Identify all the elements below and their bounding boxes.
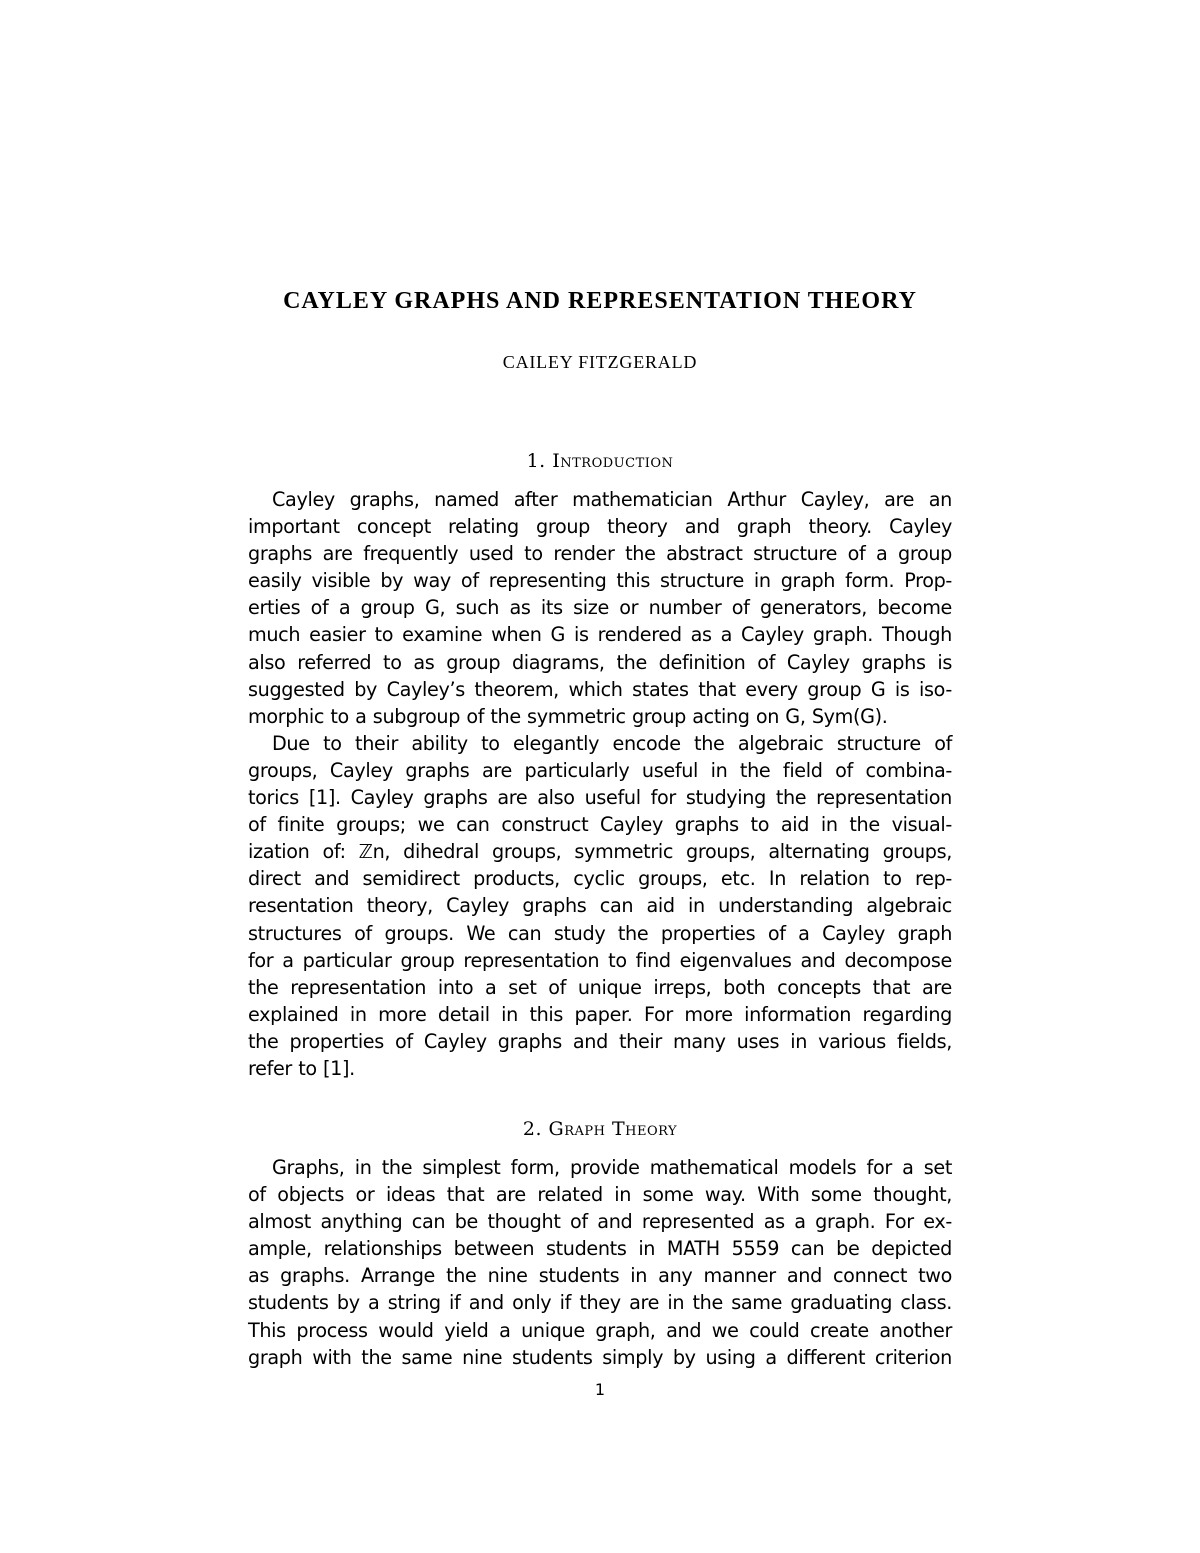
section-body-graph-theory [248,1154,952,1371]
paragraph-line: explained in more detail in this paper. For more information regarding [248,1002,952,1026]
paragraph-line: students by a string if and only if they are in the same graduating class. [248,1291,952,1315]
paragraph-line: also referred to as group diagrams, the definition of Cayley graphs is [248,650,952,674]
paragraph-line: Due to their ability to elegantly encode the algebraic structure of [272,731,952,755]
paragraph-line: morphic to a subgroup of the symmetric group acting on G, Sym(G). [248,704,888,728]
paragraph-line: ample, relationships between students in MATH 5559 can be depicted [248,1237,952,1261]
paragraph-line: groups, Cayley graphs are particularly useful in the field of combina- [248,758,952,782]
section-heading-graph-theory: 2. Graph Theory [522,1118,678,1140]
paragraph-line: This process would yield a unique graph, and we could create another [248,1318,952,1342]
paragraph-line: Graphs, in the simplest form, provide mathematical models for a set [272,1156,952,1179]
paragraph-line: important concept relating group theory and graph theory. Cayley [248,515,952,539]
paragraph-line: graph with the same nine students simply by using a different criterion [248,1345,952,1369]
paragraph-line: the properties of Cayley graphs and their many uses in various fields, [248,1029,952,1053]
paragraph-line: structures of groups. We can study the properties of a Cayley graph [248,921,952,945]
paragraph-line: direct and semidirect products, cyclic groups, etc. In relation to rep- [248,867,952,891]
paragraph-line: easily visible by way of representing this structure in graph form. Prop- [248,569,952,593]
paragraph-line: torics [1]. Cayley graphs are also useful for studying the representation [248,786,952,810]
paragraph-line: refer to [1]. [248,1056,355,1080]
paragraph-line: much easier to examine when G is rendered as a Cayley graph. Though [248,623,952,647]
paragraph-line: erties of a group G, such as its size or number of generators, become [248,596,952,620]
paragraph-line: of finite groups; we can construct Cayley graphs to aid in the visual- [248,813,952,837]
paragraph-line: ization of: ℤn, dihedral groups, symmetric groups, alternating groups, [248,840,952,864]
paper-title: CAYLEY GRAPHS AND REPRESENTATION THEORY [283,288,917,314]
paragraph-line: for a particular group representation to find eigenvalues and decompose [248,948,952,972]
paper-author: CAILEY FITZGERALD [502,352,698,372]
paragraph-line: Cayley graphs, named after mathematician Arthur Cayley, are an [272,488,952,511]
paragraph-line: graphs are frequently used to render the abstract structure of a group [248,542,952,566]
paragraph-line: as graphs. Arrange the nine students in any manner and connect two [248,1264,952,1288]
paragraph-line: of objects or ideas that are related in some way. With some thought, [248,1183,952,1207]
paragraph-line: almost anything can be thought of and represented as a graph. For ex- [248,1210,952,1234]
section-heading-introduction: 1. Introduction [526,450,674,472]
page-number: 1 [594,1380,606,1399]
paragraph-line: suggested by Cayley’s theorem, which states that every group G is iso- [248,677,952,701]
paragraph-line: the representation into a set of unique irreps, both concepts that are [248,975,952,999]
paragraph-line: resentation theory, Cayley graphs can aid in understanding algebraic [248,894,952,918]
section-body-introduction [248,486,952,1082]
